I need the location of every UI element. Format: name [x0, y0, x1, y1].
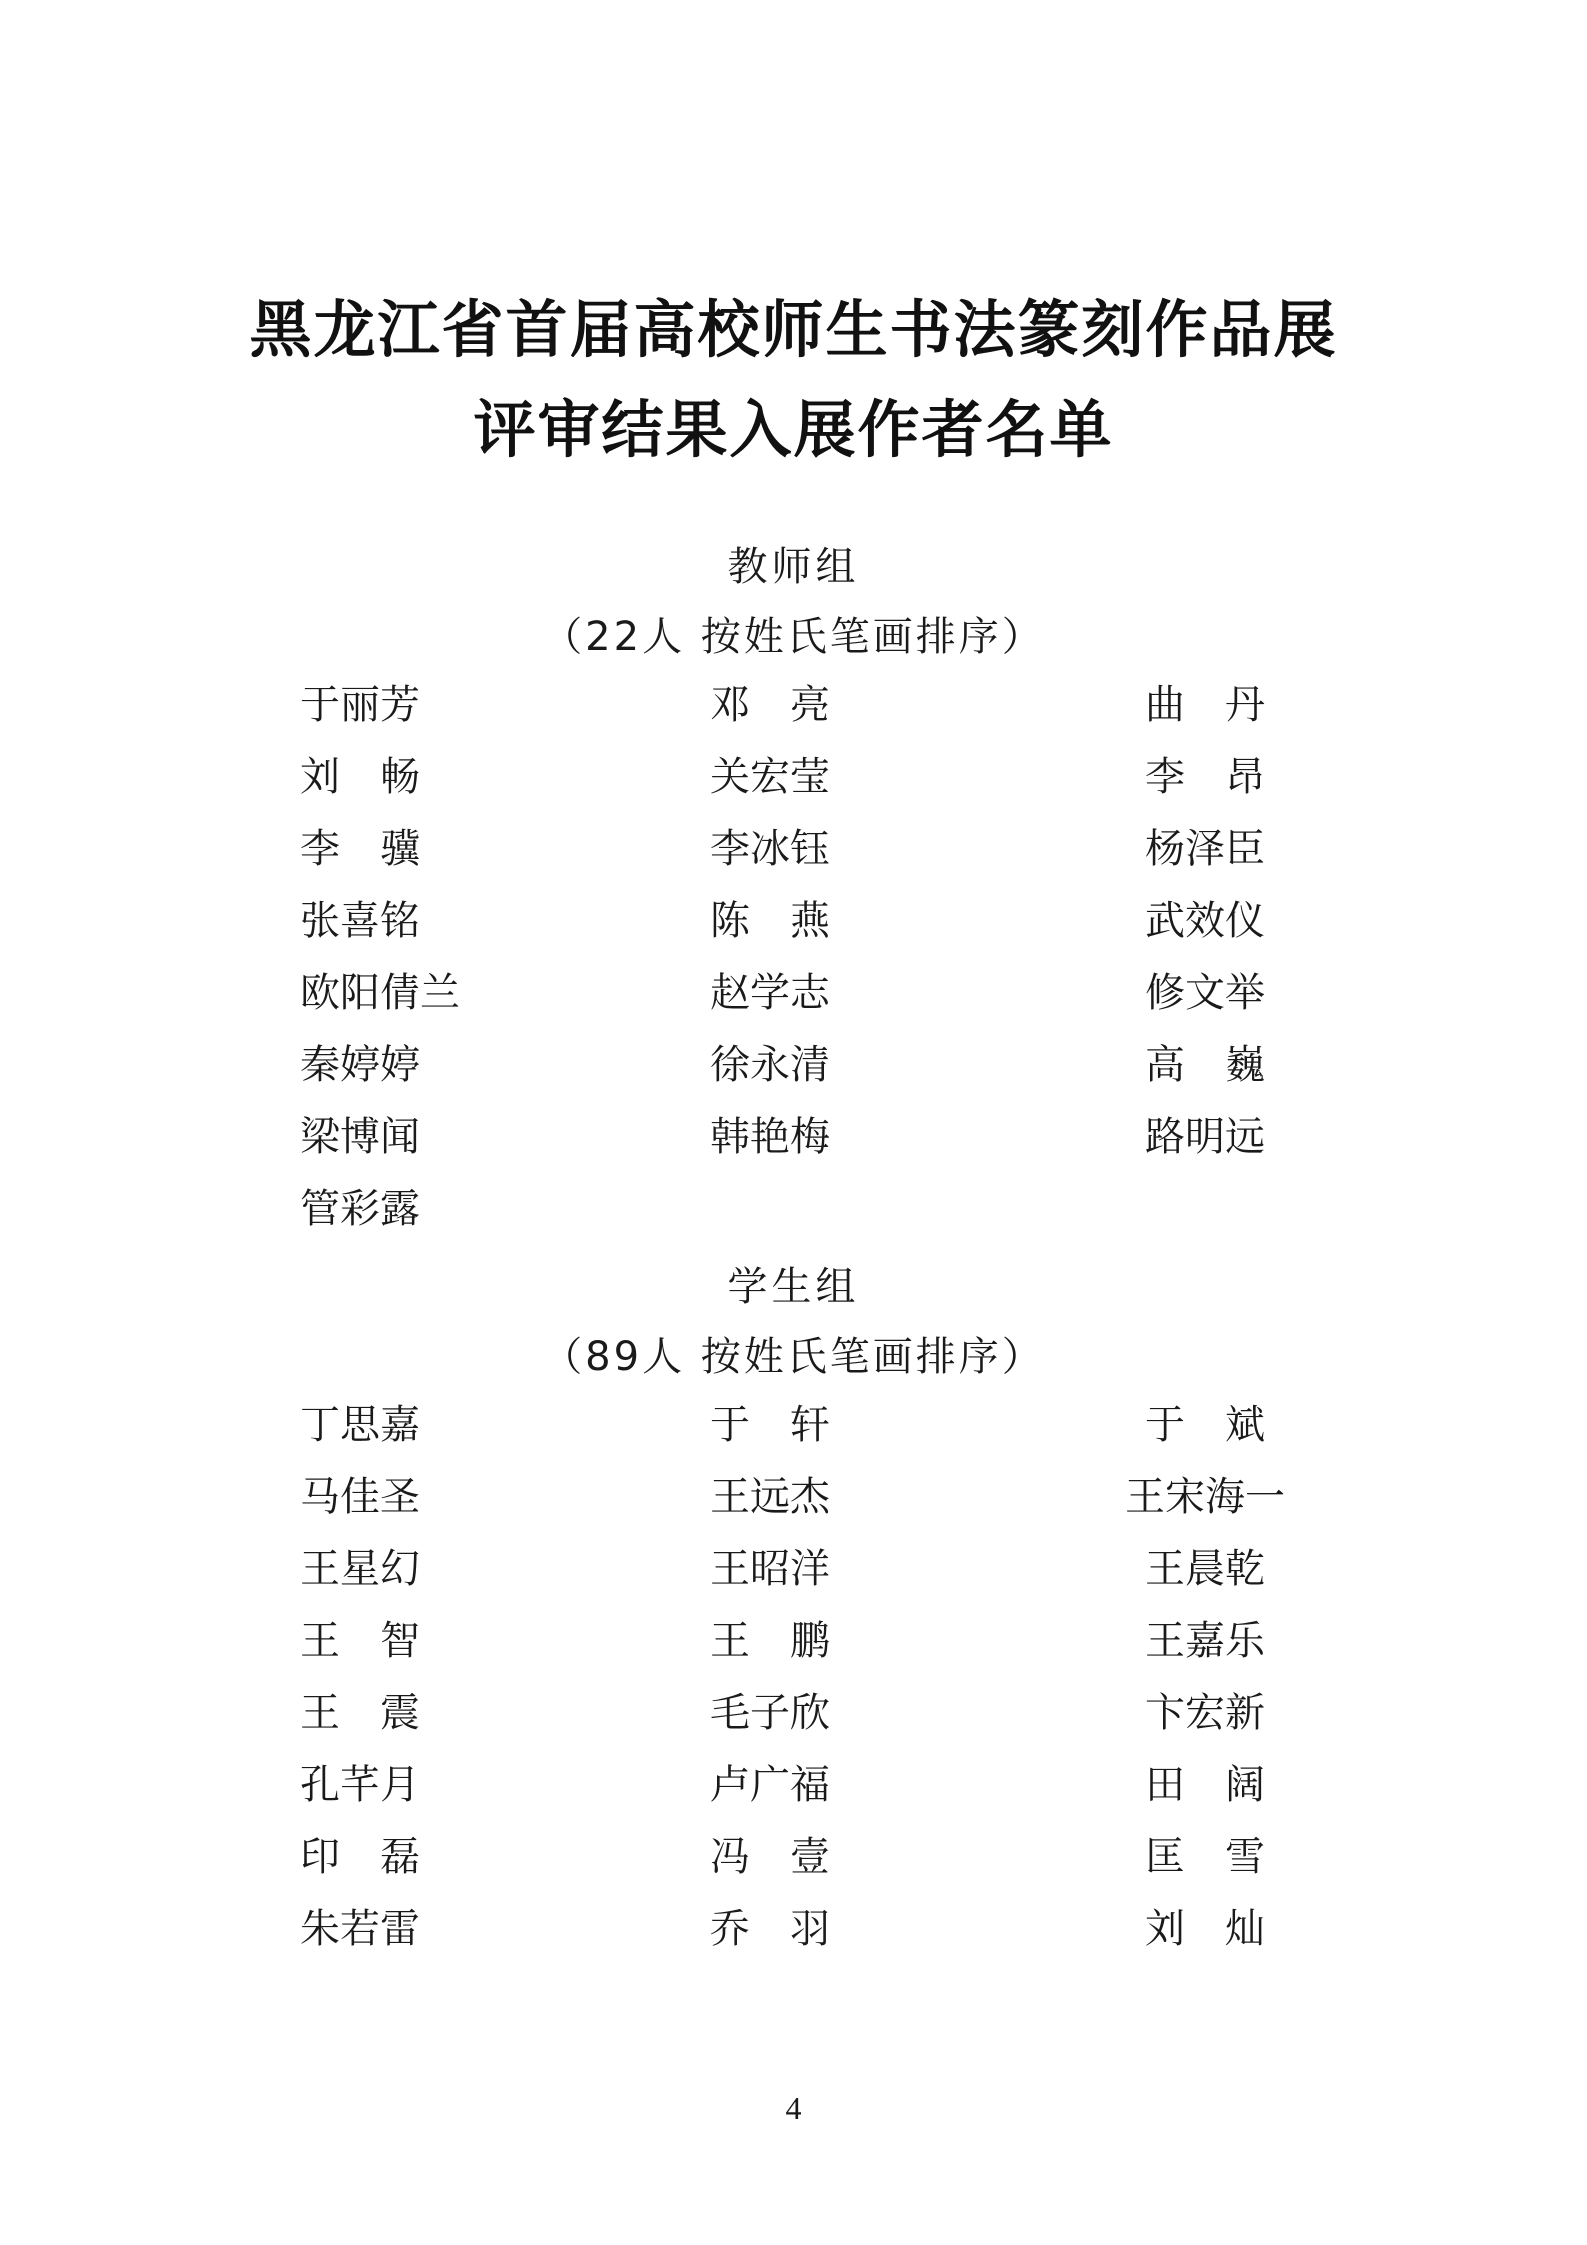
name-row [0, 1539, 1587, 1611]
name-entry: 王晨乾 [1145, 1546, 1265, 1592]
name-entry: 于 轩 [710, 1402, 830, 1448]
name-entry: 刘 灿 [1145, 1906, 1265, 1952]
name-entry: 田 阔 [1145, 1762, 1265, 1808]
page-title-line-1: 黑龙江省首届高校师生书法篆刻作品展 [249, 293, 1338, 366]
name-entry: 冯 壹 [710, 1834, 830, 1880]
name-entry: 王 鹏 [710, 1618, 830, 1664]
name-entry: 王昭洋 [710, 1546, 830, 1592]
name-row [0, 1683, 1587, 1755]
name-row [0, 1467, 1587, 1539]
name-entry: 毛子欣 [710, 1690, 830, 1736]
name-entry: 杨泽臣 [1145, 826, 1265, 872]
name-entry: 李冰钰 [710, 826, 830, 872]
name-entry: 高 巍 [1145, 1042, 1265, 1088]
name-row [0, 1827, 1587, 1899]
name-row [0, 1035, 1587, 1107]
name-row [0, 1179, 1587, 1251]
name-row [0, 1611, 1587, 1683]
page-number: 4 [785, 2090, 802, 2126]
teacher-name-list [0, 675, 1587, 1251]
name-entry: 于丽芳 [300, 682, 420, 728]
name-entry: 路明远 [1145, 1114, 1265, 1160]
name-entry: 王远杰 [710, 1474, 830, 1520]
name-entry: 管彩露 [300, 1186, 420, 1232]
name-entry: 赵学志 [710, 970, 830, 1016]
name-row [0, 891, 1587, 963]
name-row [0, 675, 1587, 747]
name-entry: 于 斌 [1145, 1402, 1265, 1448]
name-entry: 王宋海一 [1125, 1474, 1285, 1520]
name-entry: 王星幻 [300, 1546, 420, 1592]
name-entry: 丁思嘉 [300, 1402, 420, 1448]
name-entry: 印 磊 [300, 1834, 420, 1880]
student-group-heading: 学生组 [727, 1264, 860, 1310]
name-entry: 卞宏新 [1145, 1690, 1265, 1736]
name-row [0, 1395, 1587, 1467]
name-entry: 关宏莹 [710, 754, 830, 800]
page-title-line-2: 评审结果入展作者名单 [473, 393, 1114, 466]
name-entry: 朱若雷 [300, 1906, 420, 1952]
name-entry: 邓 亮 [710, 682, 830, 728]
name-row [0, 1755, 1587, 1827]
name-entry: 王嘉乐 [1145, 1618, 1265, 1664]
name-row [0, 963, 1587, 1035]
name-entry: 梁博闻 [300, 1114, 420, 1160]
teacher-group-note: （22人 按姓氏笔画排序） [542, 614, 1045, 660]
name-entry: 徐永清 [710, 1042, 830, 1088]
name-entry: 韩艳梅 [710, 1114, 830, 1160]
name-entry: 陈 燕 [710, 898, 830, 944]
name-entry: 武效仪 [1145, 898, 1265, 944]
name-entry: 刘 畅 [300, 754, 420, 800]
name-entry: 秦婷婷 [300, 1042, 420, 1088]
name-entry: 王 震 [300, 1690, 420, 1736]
name-entry: 匡 雪 [1145, 1834, 1265, 1880]
name-entry: 卢广福 [710, 1762, 830, 1808]
name-entry: 李 骥 [300, 826, 420, 872]
name-entry: 欧阳倩兰 [300, 970, 460, 1016]
name-row [0, 1899, 1587, 1971]
name-entry: 曲 丹 [1145, 682, 1265, 728]
name-entry: 王 智 [300, 1618, 420, 1664]
name-entry: 张喜铭 [300, 898, 420, 944]
name-entry: 修文举 [1145, 970, 1265, 1016]
name-row [0, 747, 1587, 819]
name-entry: 李 昂 [1145, 754, 1265, 800]
name-row [0, 1107, 1587, 1179]
name-entry: 乔 羽 [710, 1906, 830, 1952]
student-group-note: （89人 按姓氏笔画排序） [542, 1334, 1045, 1380]
name-entry: 孔芊月 [300, 1762, 420, 1808]
name-row [0, 819, 1587, 891]
name-entry: 马佳圣 [300, 1474, 420, 1520]
student-name-list [0, 1395, 1587, 1971]
teacher-group-heading: 教师组 [727, 544, 860, 590]
